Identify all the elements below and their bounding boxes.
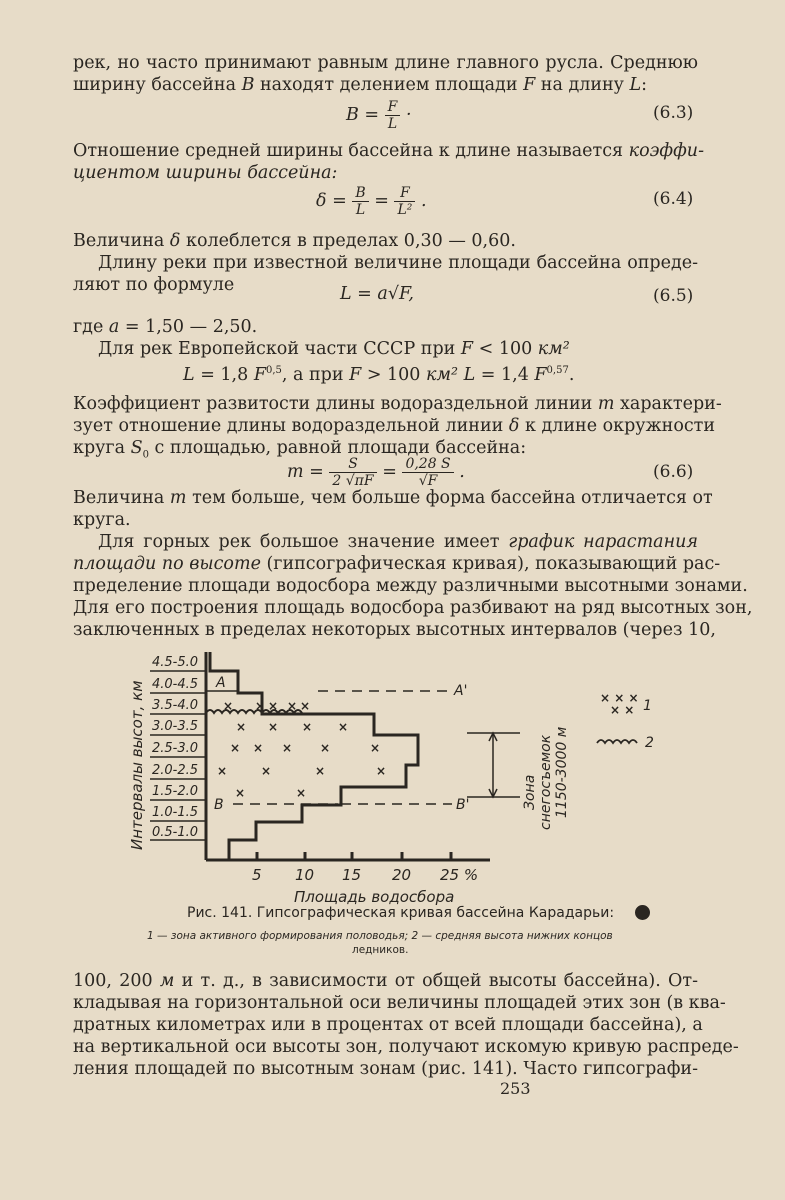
x-tick-label: 15 [342,866,362,884]
svg-text:×: × [230,741,241,755]
equation-number: (6.4) [653,189,694,209]
text-line: Величина δ колеблется в пределах 0,30 — 0,60. [73,231,516,251]
x-tick-label: 25 % [440,866,479,884]
svg-text:×: × [287,699,298,713]
text-line: пределение площади водосбора между различными высотными зонами. [73,576,748,596]
text-line: кладывая на горизонтальной оси величины площадей этих зон (в ква- [73,993,726,1013]
text-line: Для горных рек большое значение имеет график нарастания [98,532,698,552]
dot-mark [635,905,650,920]
text-line: Длину реки при известной величине площади бассейна опреде- [98,253,698,273]
svg-text:×: × [236,720,247,734]
text-line: площади по высоте (гипсографическая кривая), показывающий рас- [73,554,721,574]
x-tick-label: 5 [252,866,262,884]
zone-label: Зона [522,774,538,810]
svg-text:×: × [268,720,279,734]
equation-number: (6.5) [653,286,694,306]
svg-text:×: × [376,764,387,778]
equation-number: (6.6) [653,462,694,482]
equation-6-3: B = $\frac{F}{L}$ · [346,99,412,132]
equation-6-5: L = a√F, [340,284,414,304]
hypsographic-figure [0,640,785,910]
svg-text:×: × [253,741,264,755]
svg-text:×: × [338,720,349,734]
text-line: круга $S_0$ с площадью, равной площади бассейна: [73,438,527,461]
text-line: Для рек Европейской части СССР при F < 100 км² [98,339,570,359]
y-axis-label: Интервалы высот, км [128,680,146,850]
legend-1-symbol: × × [610,703,635,717]
svg-text:×: × [315,764,326,778]
svg-text:×: × [255,699,266,713]
text-line: ления площадей по высотным зонам (рис. 141). Часто гипсографи- [73,1059,698,1079]
text-line: ширину бассейна B находят делением площади F на длину L: [73,75,648,95]
svg-text:×: × [217,764,228,778]
text-line: где a = 1,50 — 2,50. [73,317,258,337]
svg-text:×: × [370,741,381,755]
interval-label: 3.0-3.5 [152,719,199,734]
marker-b: B [214,797,224,813]
equation-6-4: δ = $\frac{B}{L}$ = $\frac{F}{\text{L²}}$ . [316,185,427,218]
text-line: рек, но часто принимают равным длине главного русла. Среднюю [73,53,698,73]
page-number: 253 [500,1079,531,1098]
svg-text:×: × [296,786,307,800]
text-line: циентом ширины бассейна: [73,163,338,183]
interval-label: 0.5-1.0 [152,825,199,840]
text-line: заключенных в пределах некоторых высотных интервалов (через 10, [73,620,716,640]
legend-2-wave [597,740,637,743]
marker-a: A [216,675,226,691]
zone-label: снегосъемок [538,734,554,830]
interval-label: 1.0-1.5 [152,805,199,820]
equation-number: (6.3) [653,103,694,123]
text-line: Коэффициент развитости длины водораздельной линии m характери- [73,394,722,414]
text-line: Величина m тем больше, чем больше форма бассейна отличается от [73,488,713,508]
x-tick-label: 20 [392,866,412,884]
interval-label: 4.5-5.0 [152,655,199,670]
figure-caption: Рис. 141. Гипсографическая кривая бассейна Карадарьи: [187,905,615,921]
text-line: 100, 200 м и т. д., в зависимости от общей высоты бассейна). От- [73,971,699,991]
text-line: круга. [73,510,131,530]
marker-b-prime: B' [456,797,470,813]
text-line: ляют по формуле [73,275,235,295]
caption-note: 1 — зона активного формирования половодья; 2 — средняя высота нижних концов [147,930,613,942]
legend-1-symbol: × × × [600,691,639,705]
interval-label: 2.0-2.5 [152,763,199,778]
legend-1-number: 1 [643,698,652,714]
interval-label: 2.5-3.0 [152,741,199,756]
text-line: на вертикальной оси высоты зон, получают искомую кривую распреде- [73,1037,739,1057]
legend-2-number: 2 [645,735,654,751]
interval-label: 3.5-4.0 [152,698,199,713]
interval-label: 1.5-2.0 [152,784,199,799]
marker-a-prime: A' [454,683,468,699]
svg-text:×: × [223,699,234,713]
svg-text:×: × [268,699,279,713]
svg-text:×: × [320,741,331,755]
x-tick-label: 10 [295,866,315,884]
text-line: зует отношение длины водораздельной линии δ к длине окружности [73,416,716,436]
text-line: Отношение средней ширины бассейна к длине называется коэффи- [73,141,704,161]
x-axis-label: Площадь водосбора [294,888,455,906]
caption-note: ледников. [352,944,409,956]
svg-text:×: × [282,741,293,755]
text-line: L = 1,8 F$^{0,5}$, а при F > 100 км² L = 1,4 F$^{0,57}$. [183,364,575,385]
equation-6-6: m = $\frac{S}{2 √\pi F}$ = $\frac{0,28 S}{√F}$ . [287,456,465,489]
zone-label: 1150-3000 м [554,726,570,818]
svg-text:×: × [261,764,272,778]
svg-text:×: × [300,699,311,713]
svg-text:×: × [235,786,246,800]
text-line: Для его построения площадь водосбора разбивают на ряд высотных зон, [73,598,753,618]
text-line: дратных километрах или в процентах от всей площади бассейна), а [73,1015,703,1035]
svg-text:×: × [302,720,313,734]
interval-label: 4.0-4.5 [152,677,199,692]
